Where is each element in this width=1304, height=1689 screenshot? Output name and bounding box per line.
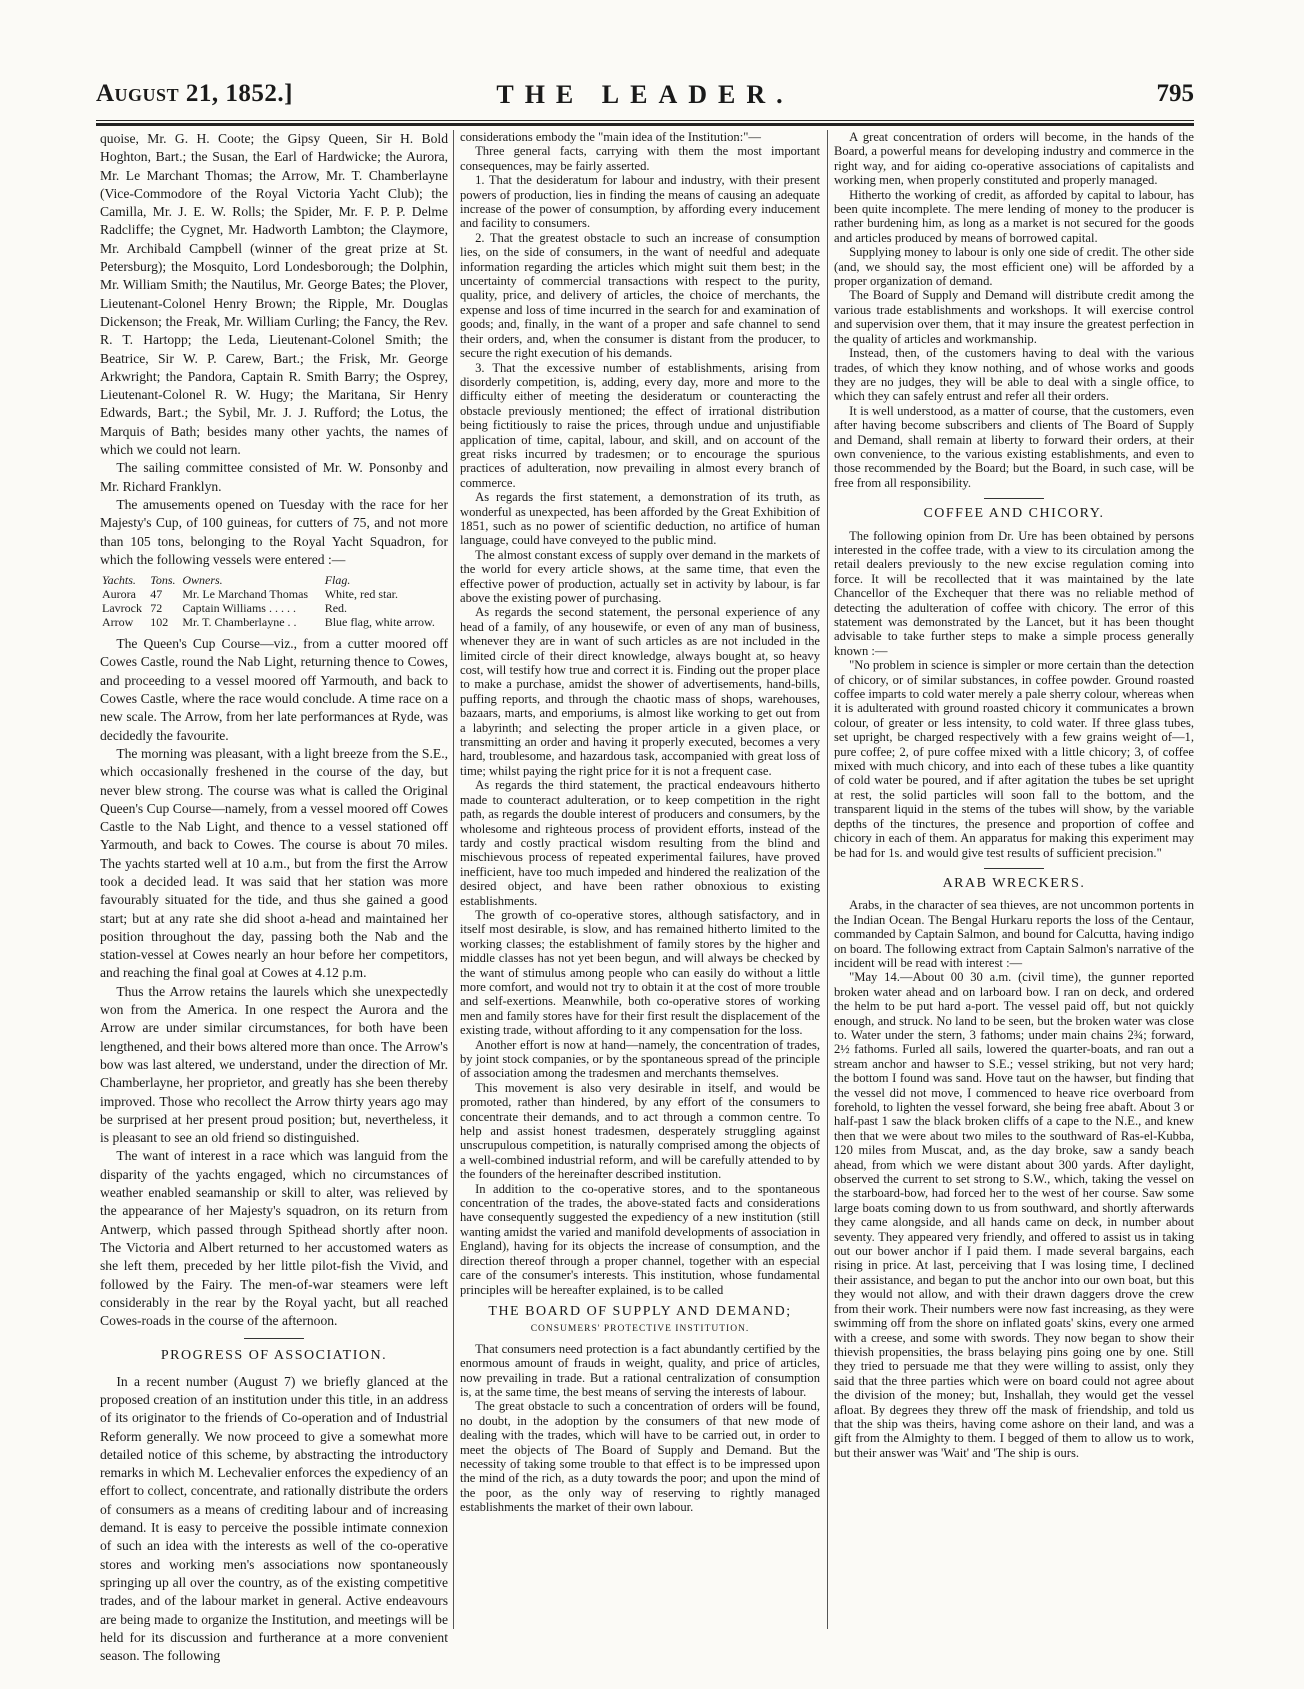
table-row — [100, 615, 448, 629]
paragraph: Thus the Arrow retains the laurels which she unexpectedly won from the America. In one respect the Aurora and the Arrow are under similar circumstances, for both have been lengthened, and their bows altered more than once. The Arrow's bow was last altered, we understand, under the direction of Mr. Chamberlayne, her proprietor, and greatly has she been thereby improved. Those who recollect the Arrow thirty years ago may be surprised at her present proud position; but, nevertheless, it is pleasant to see an old friend so distinguished. — [100, 983, 448, 1146]
column-2 — [460, 130, 820, 1629]
paragraph: 3. That the excessive number of establishments, arising from disorderly competition, is, adding, every day, more and more to the difficulty either of meeting the desideratum or counteracting the obstacle previously mentioned; the effect of irrational distribution being fictitiously to raise the prices, through undue and unjustifiable application of time, capital, labour, and skill, and on account of the great risks incurred by tradesmen; or to encourage the spurious practices of adulteration, now prevailing in almost every branch of commerce. — [460, 360, 820, 490]
page-number: 795 — [1156, 80, 1194, 107]
table-cell: White, red star. — [324, 587, 398, 602]
paragraph: 1. That the desideratum for labour and industry, with their present powers of production, lies in finding the means of causing an adequate increase of the power of consumption, by affording every inducement and facility to consumers. — [460, 173, 820, 231]
quoted-paragraph: "No problem in science is simpler or more certain than the detection of chicory, or of similar substances, in coffee powder. Ground roasted coffee imparts to cold water merely a pale sherry colour, whereas when it is adulterated with ground roasted chicory it communicates a brown colour, of greater or less intensity, to cold water. If three glass tubes, set upright, be charged respectively with a few grains weight of—1, pure coffee; 2, of pure coffee mixed with a little chicory; 3, of coffee mixed with much chicory, and into each of these tubes a like quantity of cold water be poured, and if after agitation the tubes be set upright at rest, the solid particles will soon fall to the bottom, and the transparent liquid in the stems of the tubes will show, by the variable depths of the tinctures, the presence and proportion of coffee and chicory in each of them. An apparatus for making this experiment may be had for 1s. and would give test results of sufficient precision." — [834, 658, 1194, 860]
paragraph: Another effort is now at hand—namely, the concentration of trades, by joint stock companies, or by the spontaneous spread of the principle of association among the tradesmen and merchants themselves. — [460, 1037, 820, 1081]
section-divider — [984, 498, 1044, 499]
paragraph: The want of interest in a race which was languid from the disparity of the yachts engaged, which no circumstances of weather enabled seamanship or skill to alter, was relieved by the appearance of her Majesty's squadron, on its return from Antwerp, which passed through Spithead shortly after noon. The Victoria and Albert returned to her accustomed waters as she left them, preceded by her little pilot-fish the Vivid, and followed by the Fairy. The men-of-war steamers were left considerably in the rear by the Royal yacht, but all reached Cowes-roads in the course of the afternoon. — [100, 1148, 448, 1329]
paragraph: As regards the first statement, a demonstration of its truth, as wonderful as unexpected, has been afforded by the Great Exhibition of 1851, such as no power of scientific deduction, no artifice of human language, could have conveyed to the public mind. — [460, 490, 820, 548]
table-header-row — [100, 573, 448, 587]
table-cell: Aurora — [102, 587, 136, 602]
table-cell: Captain Williams . . . . . — [182, 601, 296, 616]
table-row — [100, 587, 448, 601]
paragraph: The Board of Supply and Demand will distribute credit among the various trade establishments and workshops. It will exercise control and supervision over them, that it may insure the greatest perfection in the quality of articles and workmanship. — [834, 288, 1194, 346]
masthead — [96, 80, 1194, 120]
table-cell: Blue flag, white arrow. — [324, 615, 435, 630]
paragraph: considerations embody the "main idea of the Institution:"— — [460, 130, 761, 144]
table-cell: 72 — [150, 601, 163, 616]
paragraph: That consumers need protection is a fact abundantly certified by the enormous amount of frauds in weight, quality, and price of articles, now prevailing in trade. But a rational centralization of consumption is, at the same time, the best means of serving the interests of labour. — [460, 1341, 820, 1399]
table-cell: Lavrock — [102, 601, 142, 616]
yacht-entries-table — [100, 573, 448, 629]
table-cell: Mr. T. Chamberlayne . . — [182, 615, 297, 630]
paragraph: Three general facts, carrying with them the most important consequences, may be fairly asserted. — [460, 144, 820, 173]
paragraph: The great obstacle to such a concentration of orders will be found, no doubt, in the adoption by the consumers of that new mode of dealing with the trades, which will have to be carried out, in order to meet the objects of The Board of Supply and Demand. But the necessity of taking some trouble to that effect is to be impressed upon the mind of the rich, as a duty towards the poor; and upon the mind of the poor, as the only way of reserving to rightly managed establishments the market of their own labour. — [460, 1399, 820, 1515]
paragraph: As regards the second statement, the personal experience of any head of a family, of any housewife, or even of any man of business, whenever they are in want of such articles as are not included in the limited circle of their direct knowledge, always bought at, so heavy cost, will testify how true and correct it is. Finding out the proper place to make a purchase, amidst the shower of advertisements, hand-bills, puffing reports, and through the chaotic mass of shops, warehouses, bazaars, marts, and emporiums, is almost like working to get out from a labyrinth; and selecting the proper article in a given place, or transmitting an order and having it properly executed, becomes a very hard, troublesome, and hazardous task, accompanied with great loss of time; whilst paying the right price for it is not a frequent case. — [460, 605, 820, 778]
paragraph: Arabs, in the character of sea thieves, are not uncommon portents in the Indian Ocean. The Bengal Hurkaru reports the loss of the Centaur, commanded by Captain Salmon, and bound for Calcutta, having indigo on board. The following extract from Captain Salmon's narrative of the incident will be read with interest :— — [834, 898, 1194, 970]
paragraph: The sailing committee consisted of Mr. W. Ponsonby and Mr. Richard Franklyn. — [100, 460, 448, 494]
article-heading: COFFEE AND CHICORY. — [923, 506, 1105, 522]
paragraph: It is well understood, as a matter of course, that the customers, even after having become subscribers and clients of The Board of Supply and Demand, shall remain at liberty to forward their orders, at their own convenience, to the various existing establishments, and even to those recommended by the Board; but the Board, in such case, will be free from all responsibility. — [834, 403, 1194, 490]
paragraph: In a recent number (August 7) we briefly glanced at the proposed creation of an institution under this title, in an address of its originator to the friends of Co-operation and of Industrial Reform generally. We now proceed to give a somewhat more detailed notice of this scheme, by abstracting the introductory remarks in which M. Lechevalier enforces the expediency of an effort to collect, concentrate, and rationally distribute the orders of consumers as a means of crediting labour and of increasing demand. It is easy to perceive the possible intimate connexion of such an idea with the interests as well of the co-operative stores and working men's associations now spontaneously springing up all over the country, as of the existing competitive trades, and of the labour market in general. Active endeavours are being made to organize the Institution, and meetings will be held for its discussion and furtherance at a more convenient season. The following — [100, 1373, 448, 1664]
paragraph: The following opinion from Dr. Ure has been obtained by persons interested in the coffee trade, with a view to its circulation among the retail dealers previously to the new excise regulation coming into force. It will be recollected that it was maintained by the late Chancellor of the Exchequer that there was no reliable method of detecting the adulteration of coffee with chicory. The error of this statement was demonstrated by the Lancet, but it has been thought advisable to take further steps to make a simple process generally known :— — [834, 528, 1194, 658]
section-divider — [984, 868, 1044, 869]
column-divider — [453, 130, 454, 1629]
masthead-rule — [96, 120, 1194, 126]
paragraph: As regards the third statement, the practical endeavours hitherto made to counteract adulteration, or to keep competition in the right path, as regards the double interest of producers and consumers, by the wholesome and righteous process of provident efforts, instead of the tardy and costly practical wisdom resulting from the blind and mischievous process of repeated experimental failures, have proved inefficient, have too much impeded and hindered the realization of the desired object, and have been rather obnoxious to existing establishments. — [460, 778, 820, 908]
table-row — [100, 601, 448, 615]
table-cell: 102 — [150, 615, 169, 630]
table-cell: Mr. Le Marchand Thomas — [182, 587, 309, 602]
issue-date: August 21, 1852.] — [96, 80, 293, 107]
paragraph: Instead, then, of the customers having to deal with the various trades, of which they know nothing, and of whose works and goods they are no judges, they will be able to deal with a single office, to which they can safely entrust and refer all their orders. — [834, 346, 1194, 404]
paragraph: The morning was pleasant, with a light breeze from the S.E., which occasionally freshened in the course of the day, but never blew strong. The course was what is called the Original Queen's Cup Course—namely, from a vessel moored off Cowes Castle to the Nab Light, and thence to a vessel stationed off Yarmouth, and back to Cowes. The course is about 70 miles. The yachts started well at 10 a.m., but from the first the Arrow took a decided lead. It was said that her station was more favourably situated for the tide, and thus she gained a good start; but at any rate she did shoot a-head and maintained her position throughout the day, passing both the Nab and the station-vessel at Cowes nearly an hour before her competitors, and reaching the final goal at Cowes at 4.12 p.m. — [100, 745, 448, 981]
table-cell: Arrow — [102, 615, 134, 630]
table-header: Tons. — [150, 573, 176, 588]
quoted-paragraph: "May 14.—About 00 30 a.m. (civil time), the gunner reported broken water ahead and on larboard bow. I ran on deck, and ordered the helm to be put hard a-port. The vessel paid off, but not quickly enough, and struck. No land to be seen, but the broken water was close to. Water under the stern, 3 fathoms; under main chains 2¾; forward, 2½ fathoms. Furled all sails, lowered the quarter-boats, and ran out a stream anchor and hawser to S.E.; vessel striking, but not very hard; the bottom I found was sand. Hove taut on the hawser, but finding that the vessel did not move, I commenced to heave rice overboard from forehold, to lighten the vessel forward, she being free abaft. About 3 or half-past 1 saw the black broken cliffs of a cape to the N.E., and knew then that we were about two miles to the southward of Ras-el-Kubba, 120 miles from Muscat, and, as the day broke, saw a sandy beach ahead, from which we were distant about 300 yards. After daylight, observed the current to set strong to S.W., which, taking the vessel on the starboard-bow, had forced her to the west of her course. Saw some large boats coming down to us from southward, and shortly afterwards they came alongside, and all hands came on deck, in number about seventy. They appeared very friendly, and offered to assist us in taking out our bower anchor if I paid them. I made several bargains, each rising in price. At last, perceiving that I was losing time, I declined their assistance, and began to put the anchor into our own boat, but this they would not allow, and with their drawn daggers drove the crew from their work. Their numbers were now fast increasing, as they were swimming off from the shore on inflated goats' skins, every one armed with a creese, and some with swords. They now began to show their thievish propensities, the brass belaying pins going one by one. Still they tried to persuade me that they were willing to assist, only they said that the three parties which were on board could not agree about the division of the money; but, Inshallah, they would get the vessel afloat. By degrees they threw off the mask of friendship, and told us that the ship was theirs, having come ashore on their land, and was a gift from the Almighty to them. I begged of them to allow us to work, but their answer was 'Wait' and 'The ship is ours. — [834, 970, 1194, 1460]
paragraph: Supplying money to labour is only one side of credit. The other side (and, we should say, the most efficient one) will be afforded by a proper organization of demand. — [834, 245, 1194, 289]
column-1 — [100, 130, 448, 1664]
article-subheading: CONSUMERS' PROTECTIVE INSTITUTION. — [530, 1324, 750, 1335]
table-header: Flag. — [324, 573, 351, 588]
newspaper-title: THE LEADER. — [496, 80, 794, 109]
paragraph: A great concentration of orders will become, in the hands of the Board, a powerful means for developing industry and commerce in the right way, and for aiding co-operative associations of capitalists and working men, when properly constituted and properly managed. — [834, 130, 1194, 188]
paragraph: The Queen's Cup Course—viz., from a cutter moored off Cowes Castle, round the Nab Light, returning thence to Cowes, and proceeding to a vessel moored off Yarmouth, and back to Cowes Castle, where the race would conclude. A time race on a new scale. The Arrow, from her late performances at Ryde, was decidedly the favourite. — [100, 636, 448, 743]
column-divider — [827, 130, 828, 1629]
table-header: Yachts. — [102, 573, 136, 588]
column-3 — [834, 130, 1194, 1629]
article-heading: THE BOARD OF SUPPLY AND DEMAND; — [488, 1303, 792, 1319]
paragraph: Hitherto the working of credit, as afforded by capital to labour, has been quite incomplete. The mere lending of money to the producer is rather burdening him, as long as a market is not secured for the goods and articles produced by means of borrowed capital. — [834, 187, 1194, 245]
table-cell: 47 — [150, 587, 163, 602]
paragraph: The growth of co-operative stores, although satisfactory, and in itself most desirable, is slow, and has remained hitherto limited to the working classes; the establishment of family stores by the higher and middle classes has not yet been begun, and will always be checked by the want of stimulus among people who can easily do without a little more comfort, and would not try to obtain it at the cost of more trouble and self-exertions. Meanwhile, both co-operative stores of working men and family stores have for their first result the displacement of the existing trade, without affording to it any compensation for the loss. — [460, 907, 820, 1038]
article-heading: PROGRESS OF ASSOCIATION. — [160, 1348, 388, 1364]
paragraph: quoise, Mr. G. H. Coote; the Gipsy Queen, Sir H. Bold Hoghton, Bart.; the Susan, the Earl of Hardwicke; the Aurora, Mr. Le Marchant Thomas; the Arrow, Mr. T. Chamberlayne (Vice-Commodore of the Royal Victoria Yacht Club); the Camilla, Mr. J. E. W. Rolls; the Spider, Mr. F. P. P. Delme Radcliffe; the Cygnet, Mr. Hadworth Lambton; the Claymore, Mr. Archibald Campbell (winner of the great prize at St. Petersburg); the Mosquito, Lord Londesborough; the Dolphin, Mr. William Smith; the Nautilus, Mr. George Bates; the Plover, Lieutenant-Colonel Henry Brown; the Ripple, Mr. Douglas Dickenson; the Freak, Mr. William Curling; the Fancy, the Rev. R. T. Hartopp; the Leda, Lieutenant-Colonel Smith; the Beatrice, Sir W. P. Carew, Bart.; the Frisk, Mr. George Arkwright; the Pandora, Captain R. Smith Barry; the Osprey, Lieutenant-Colonel R. W. Hugy; the Maritana, Sir Henry Edwards, Bart.; the Sybil, Mr. J. J. Rufford; the Lotus, the Marquis of Bath; besides many other yachts, the names of which we could not learn. — [100, 131, 448, 458]
paragraph: The almost constant excess of supply over demand in the markets of the world for every article shows, at the same time, that even the effective power of production, actually set in activity by labour, is far above the existing power of purchasing. — [460, 547, 820, 605]
paragraph: 2. That the greatest obstacle to such an increase of consumption lies, on the side of consumers, in the want of needful and adequate information regarding the articles which might suit them best; in the uncertainty of commercial transactions with respect to the purity, quality, price, and delivery of articles, the choice of merchants, the expense and loss of time incurred in the search for and examination of goods; and, finally, in the want of a proper and safe channel to send their orders, and, when the consumer is distant from the producer, to secure the right execution of his demands. — [460, 230, 820, 361]
section-divider — [244, 1338, 304, 1339]
table-header: Owners. — [182, 573, 223, 588]
paragraph: The amusements opened on Tuesday with the race for her Majesty's Cup, of 100 guineas, for cutters of 75, and not more than 105 tons, belonging to the Royal Yacht Squadron, for which the following vessels were entered :— — [100, 496, 448, 567]
table-cell: Red. — [324, 601, 348, 616]
paragraph: This movement is also very desirable in itself, and would be promoted, rather than hindered, by any effort of the consumers to concentrate their demands, and to act through a common centre. To help and assist honest tradesmen, desperately struggling against unscrupulous competition, is naturally comprised among the objects of a well-combined industrial reform, and will be carefully attended to by the founders of the hereinafter described institution. — [460, 1080, 820, 1182]
article-heading: ARAB WRECKERS. — [942, 875, 1086, 891]
paragraph: In addition to the co-operative stores, and to the spontaneous concentration of the trades, the above-stated facts and considerations have consequently suggested the expediency of a new institution (still wanting amidst the varied and manifold developments of association in England), having for its objects the increase of consumption, and the direction thereof through a proper channel, together with an especial care of the consumer's interests. This institution, whose fundamental principles will be hereafter explained, is to be called — [460, 1181, 820, 1297]
